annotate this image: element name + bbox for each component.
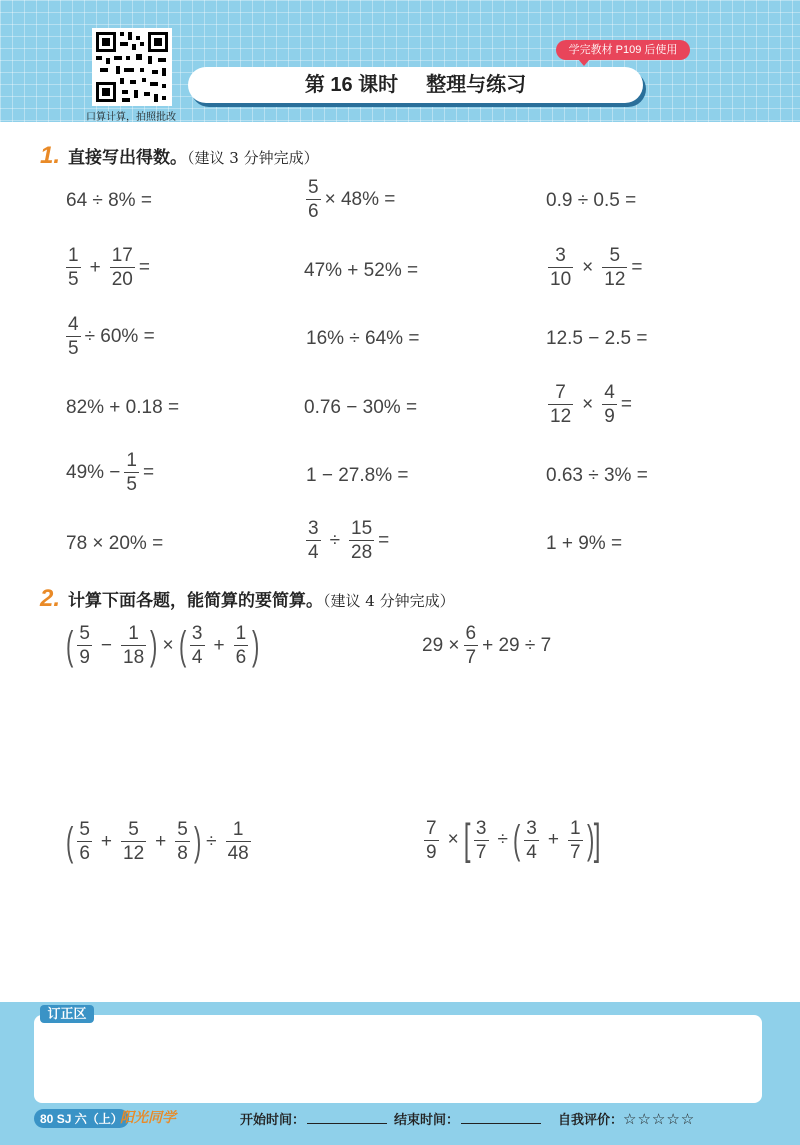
numerator: 7 [555,382,566,403]
problem-5-1 [66,451,154,494]
denominator: 5 [126,474,137,495]
end-time-label: 结束时间： [394,1112,460,1127]
edition-text: SJ 六（上） [56,1112,123,1126]
denominator: 4 [191,647,203,668]
calc-problem-4 [420,815,601,864]
numerator: 5 [609,245,621,266]
numerator: 3 [526,817,537,839]
numerator: 15 [351,518,373,539]
problem-2-3 [544,246,643,289]
denominator: 6 [79,843,90,864]
operator: − [100,634,113,656]
left-bracket: [ [463,815,471,864]
operator: + [100,830,113,852]
left-paren: ( [65,623,74,668]
numerator: 3 [555,245,566,266]
problem-6-2 [302,519,389,562]
denominator: 7 [475,841,487,863]
right-paren: ) [150,623,158,668]
denominator: 6 [308,201,319,222]
problem-1-3: 0.9 ÷ 0.5 = [546,190,637,211]
numerator: 1 [235,623,247,644]
self-eval-label: 自我评价： [558,1112,624,1127]
numerator: 4 [68,314,79,335]
end-time-line[interactable] [461,1123,541,1124]
denominator: 9 [426,841,437,863]
correction-label: 订正区 [40,1005,94,1023]
denominator: 8 [177,843,188,864]
qr-code[interactable] [92,28,172,106]
equals: = [631,256,643,278]
section-2-note: （建议 4 分钟完成） [323,592,455,610]
numerator: 1 [68,245,79,266]
right-paren: ) [586,818,594,862]
start-time-label: 开始时间： [240,1112,306,1127]
operator: ÷ [329,529,341,551]
right-paren: ) [252,623,260,668]
problem-6-3: 1 + 9% = [546,533,623,554]
equals: = [142,461,155,483]
denominator: 5 [68,338,79,359]
start-time-line[interactable] [307,1123,387,1124]
denominator: 4 [308,542,319,563]
operator: × [447,829,459,850]
star-rating[interactable]: ☆☆☆☆☆ [623,1111,696,1128]
problem-4-2: 0.76 − 30% = [304,397,418,418]
calc-problem-1 [66,624,260,667]
operator: + [89,256,101,278]
self-eval-field [558,1109,695,1128]
correction-box[interactable] [34,1015,762,1103]
section-2-number: 2. [40,585,61,612]
section-2-title: 计算下面各题，能简算的要简算。 [68,591,324,610]
left-paren: ( [512,818,521,862]
problem-2-2: 47% + 52% = [304,260,419,281]
problem-4-3 [544,383,632,426]
problem-3-1 [62,315,155,358]
calc-problem-2 [422,624,551,667]
numerator: 1 [232,819,244,840]
denominator: 12 [604,269,626,290]
numerator: 1 [128,623,139,644]
left-paren: ( [65,819,74,864]
denominator: 12 [550,406,572,427]
denominator: 7 [465,647,477,668]
denominator: 9 [79,647,90,668]
section-1-title: 直接写出得数。 [68,148,188,167]
problem-3-3: 12.5 − 2.5 = [546,328,648,349]
denominator: 4 [526,841,537,863]
equals: = [138,256,150,278]
numerator: 5 [79,623,90,644]
denominator: 9 [604,406,615,427]
right-bracket: ] [593,815,601,864]
denominator: 12 [123,843,145,864]
operator: ÷ [206,830,217,852]
numerator: 3 [191,623,203,644]
denominator: 5 [68,269,79,290]
equals: = [620,393,632,415]
problem-5-3: 0.63 ÷ 3% = [546,465,648,486]
numerator: 5 [177,819,188,840]
denominator: 48 [227,843,249,864]
equals: = [378,529,390,551]
denominator: 20 [111,269,133,290]
start-time-field[interactable] [240,1109,387,1128]
numerator: 7 [426,817,437,839]
title-topic: 整理与练习 [426,74,527,96]
operator: + [547,829,559,850]
problem-1-1: 64 ÷ 8% = [66,190,152,211]
brand-logo: 阳光同学 [120,1109,176,1125]
usage-tag: 学完教材 P109 后使用 [556,40,690,60]
numerator: 1 [569,817,581,839]
expr-post: + 29 ÷ 7 [482,634,552,656]
numerator: 1 [126,450,137,471]
section-1-note: （建议 3 分钟完成） [187,149,319,167]
left-paren: ( [178,623,186,668]
problem-5-2: 1 − 27.8% = [306,465,409,486]
denominator: 18 [123,647,145,668]
section-1-heading [40,142,319,170]
problem-3-2: 16% ÷ 64% = [306,328,420,349]
problem-6-1: 78 × 20% = [66,533,164,554]
numerator: 3 [308,518,319,539]
denominator: 28 [351,542,373,563]
numerator: 3 [475,817,487,839]
calc-problem-3 [66,820,255,863]
page-num-text: 80 [40,1112,54,1126]
expr-rest: × 48% = [324,188,396,210]
operator: × [582,393,594,415]
bottom-bar [0,1105,800,1135]
expr-pre: 49% − [66,461,121,483]
numerator: 4 [604,382,615,403]
expr-rest: ÷ 60% = [84,325,155,347]
page-number [34,1109,129,1128]
section-1-number: 1. [40,142,61,169]
expr-pre: 29 × [422,634,460,656]
denominator: 10 [550,269,572,290]
end-time-field[interactable] [394,1109,541,1128]
right-paren: ) [193,819,202,864]
problem-2-1 [62,246,150,289]
problem-1-2 [302,178,395,221]
numerator: 5 [79,819,90,840]
operator: ÷ [497,829,508,850]
qr-caption: 口算计算，拍照批改 [86,112,176,123]
denominator: 6 [235,647,247,668]
problem-4-1: 82% + 0.18 = [66,397,180,418]
section-2-heading [40,585,455,613]
title-lesson: 第 16 课时 [304,74,399,96]
denominator: 7 [569,841,581,863]
operator: × [162,634,174,656]
numerator: 5 [308,177,319,198]
numerator: 6 [465,623,477,644]
operator: × [582,256,594,278]
numerator: 17 [111,245,133,266]
operator: + [155,830,167,852]
page-title [188,67,643,103]
numerator: 5 [128,819,139,840]
operator: + [213,634,225,656]
